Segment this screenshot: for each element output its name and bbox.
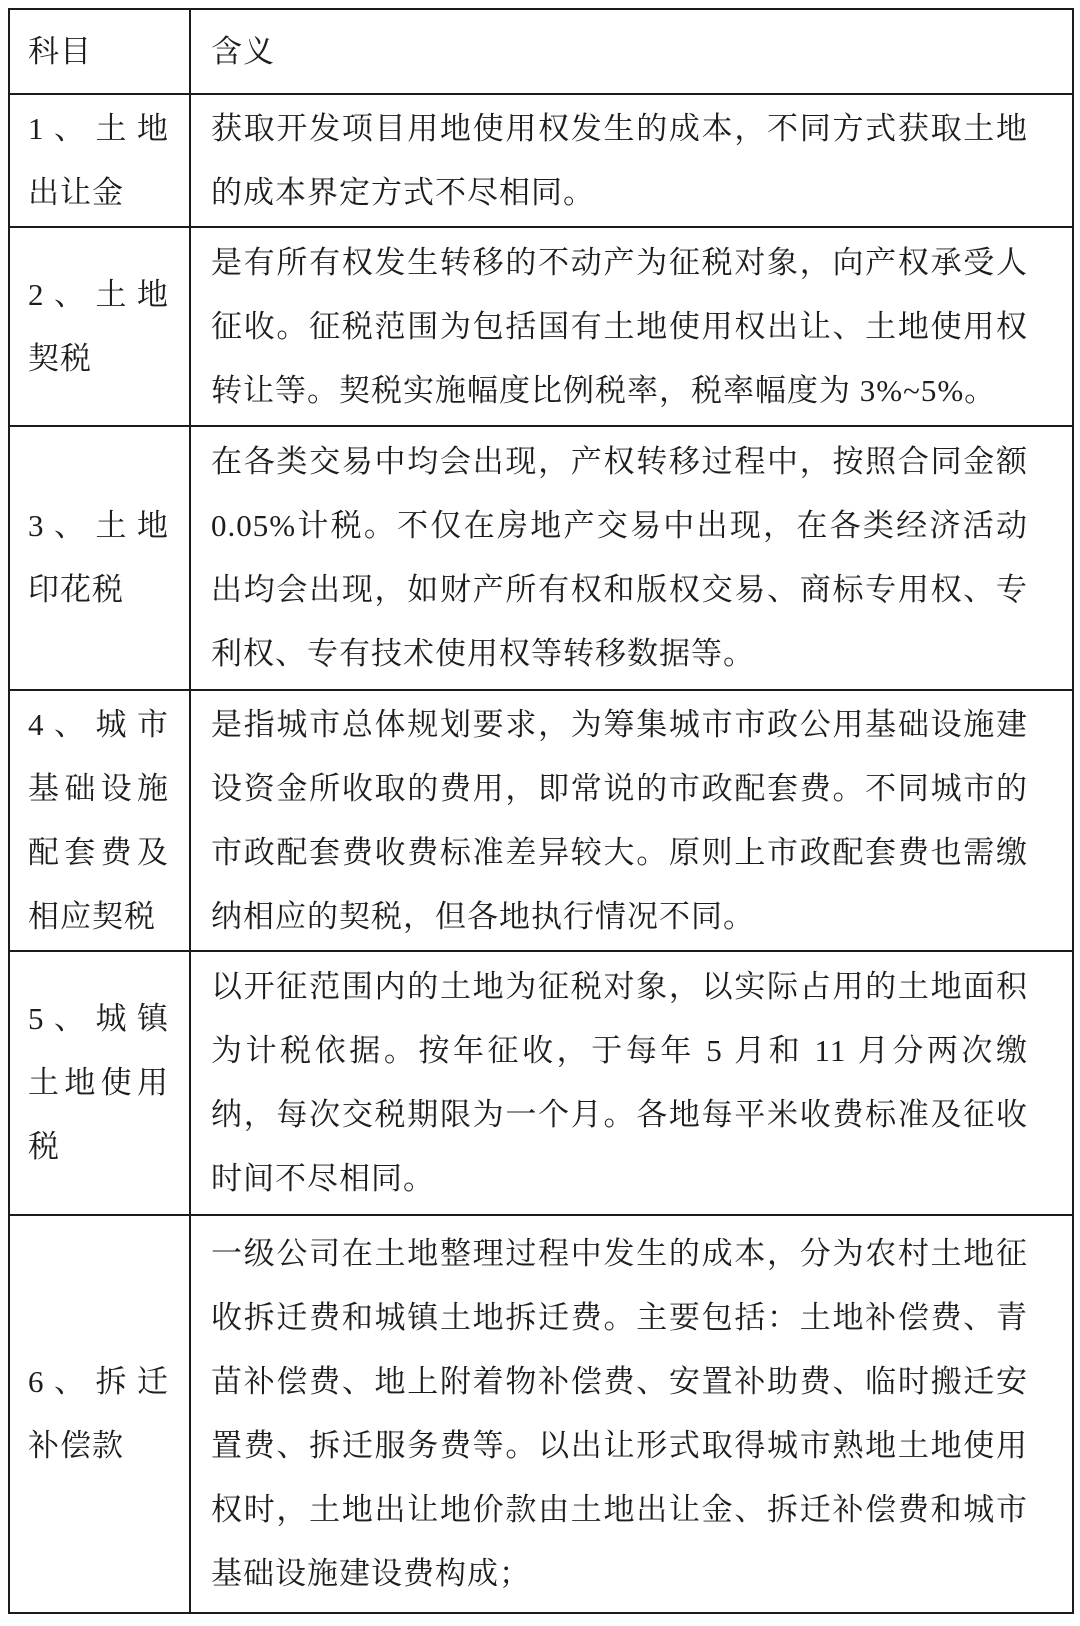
meaning-cell: 在各类交易中均会出现，产权转移过程中，按照合同金额 0.05%计税。不仅在房地产交易中出现，在各类经济活动出均会出现，如财产所有权和版权交易、商标专用权、专利权、专有技术使用权等转移数据等。 [190, 426, 1073, 690]
subject-cell: 1、土地出让金 [9, 94, 190, 227]
subject-cell: 3、土地印花税 [9, 426, 190, 690]
table-row-urban-land-use-tax [9, 951, 1073, 1215]
subject-cell: 6、拆迁补偿款 [9, 1215, 190, 1613]
table-row-infrastructure-fee [9, 690, 1073, 951]
table-row-land-transfer-fee [9, 94, 1073, 227]
meaning-cell: 获取开发项目用地使用权发生的成本，不同方式获取土地的成本界定方式不尽相同。 [190, 94, 1073, 227]
table-row-land-stamp-tax [9, 426, 1073, 690]
meaning-cell: 是有所有权发生转移的不动产为征税对象，向产权承受人征收。征税范围为包括国有土地使用权出让、土地使用权转让等。契税实施幅度比例税率，税率幅度为 3%~5%。 [190, 227, 1073, 426]
meaning-cell: 以开征范围内的土地为征税对象，以实际占用的土地面积为计税依据。按年征收，于每年 5 月和 11 月分两次缴纳，每次交税期限为一个月。各地每平米收费标准及征收时间不尽相同。 [190, 951, 1073, 1215]
meaning-cell: 一级公司在土地整理过程中发生的成本，分为农村土地征收拆迁费和城镇土地拆迁费。主要包括：土地补偿费、青苗补偿费、地上附着物补偿费、安置补助费、临时搬迁安置费、拆迁服务费等。以出让形式取得城市熟地土地使用权时，土地出让地价款由土地出让金、拆迁补偿费和城市基础设施建设费构成； [190, 1215, 1073, 1613]
subject-cell: 2、土地契税 [9, 227, 190, 426]
table-row-land-deed-tax [9, 227, 1073, 426]
table-header-row [9, 9, 1073, 94]
tax-subjects-table [8, 8, 1074, 1614]
header-subject: 科目 [9, 9, 190, 94]
subject-cell: 5、城镇土地使用税 [9, 951, 190, 1215]
header-meaning: 含义 [190, 9, 1073, 94]
table-row-demolition-compensation [9, 1215, 1073, 1613]
meaning-cell: 是指城市总体规划要求，为筹集城市市政公用基础设施建设资金所收取的费用，即常说的市政配套费。不同城市的市政配套费收费标准差异较大。原则上市政配套费也需缴纳相应的契税，但各地执行情况不同。 [190, 690, 1073, 951]
subject-cell: 4、城市基础设施配套费及相应契税 [9, 690, 190, 951]
